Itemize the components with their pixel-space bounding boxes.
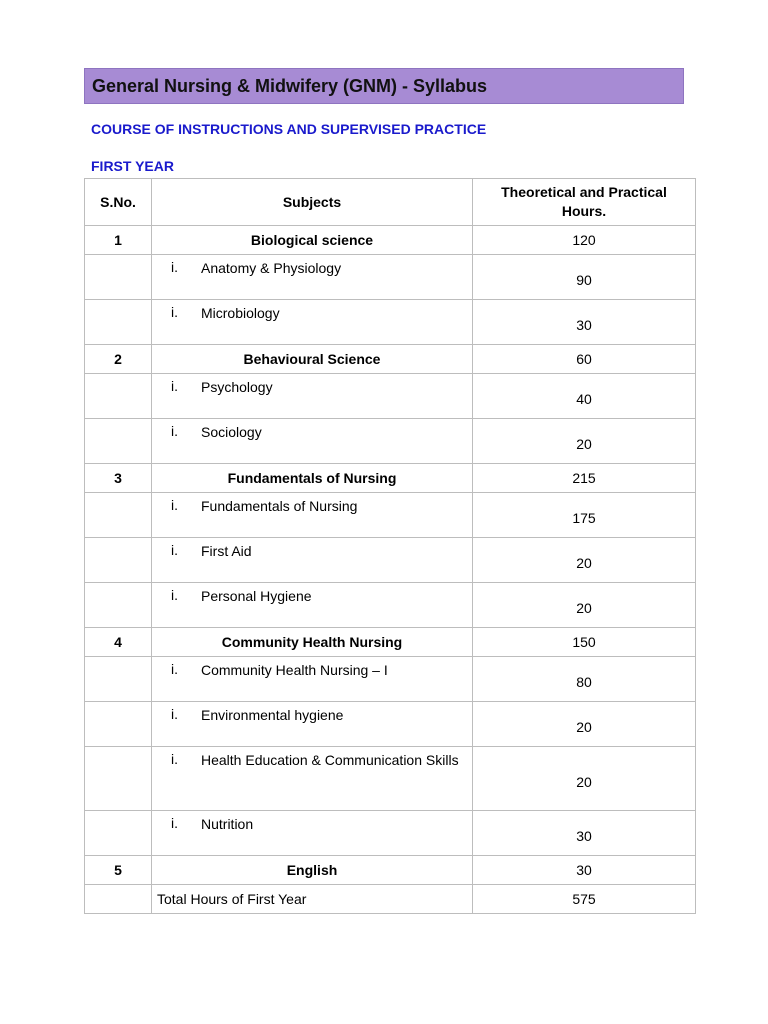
total-hours: 575	[473, 885, 696, 914]
section-name: Biological science	[152, 226, 473, 255]
subject-cell	[152, 702, 473, 747]
subject-sno-cell	[85, 657, 152, 702]
subject-name: Fundamentals of Nursing	[201, 498, 358, 514]
subject-name: Anatomy & Physiology	[201, 260, 342, 276]
section-hours: 60	[473, 345, 696, 374]
subject-sno-cell	[85, 493, 152, 538]
header-hours: Theoretical and Practical Hours.	[473, 179, 696, 226]
subject-marker: i.	[171, 423, 178, 439]
section-hours: 150	[473, 628, 696, 657]
subject-cell	[152, 493, 473, 538]
subject-name: Psychology	[201, 379, 273, 395]
subject-sno-cell	[85, 702, 152, 747]
subject-name: Sociology	[201, 424, 262, 440]
subject-marker: i.	[171, 497, 178, 513]
subject-cell	[152, 583, 473, 628]
subject-marker: i.	[171, 706, 178, 722]
subject-marker: i.	[171, 259, 178, 275]
subject-row	[85, 811, 696, 856]
subject-name: Health Education & Communication Skills	[201, 752, 459, 768]
subject-hours: 175	[473, 493, 696, 538]
subject-row	[85, 255, 696, 300]
subject-row	[85, 583, 696, 628]
subject-row	[85, 538, 696, 583]
subject-marker: i.	[171, 304, 178, 320]
subject-row	[85, 702, 696, 747]
subject-sno-cell	[85, 747, 152, 811]
syllabus-table-body	[85, 179, 696, 914]
subject-cell	[152, 747, 473, 811]
subject-marker: i.	[171, 542, 178, 558]
subject-name: Community Health Nursing – I	[201, 662, 388, 678]
subject-marker: i.	[171, 661, 178, 677]
subject-name: Nutrition	[201, 816, 254, 832]
subject-hours: 20	[473, 583, 696, 628]
section-sno: 1	[85, 226, 152, 255]
subject-sno-cell	[85, 583, 152, 628]
subject-cell	[152, 657, 473, 702]
subject-hours: 30	[473, 300, 696, 345]
section-name: English	[152, 856, 473, 885]
section-row	[85, 464, 696, 493]
subject-sno-cell	[85, 811, 152, 856]
syllabus-table	[84, 178, 696, 914]
course-heading: COURSE OF INSTRUCTIONS AND SUPERVISED PRACTICE	[91, 121, 487, 137]
header-subjects: Subjects	[152, 179, 473, 226]
subject-cell	[152, 255, 473, 300]
section-sno: 5	[85, 856, 152, 885]
subject-name: Microbiology	[201, 305, 280, 321]
table-header-row	[85, 179, 696, 226]
subject-row	[85, 493, 696, 538]
subject-cell	[152, 538, 473, 583]
section-row	[85, 345, 696, 374]
total-sno-cell	[85, 885, 152, 914]
section-sno: 2	[85, 345, 152, 374]
section-row	[85, 856, 696, 885]
subject-sno-cell	[85, 374, 152, 419]
section-hours: 30	[473, 856, 696, 885]
page-title: General Nursing & Midwifery (GNM) - Syllabus	[92, 76, 488, 96]
subject-hours: 30	[473, 811, 696, 856]
section-sno: 4	[85, 628, 152, 657]
section-hours: 120	[473, 226, 696, 255]
subject-cell	[152, 300, 473, 345]
subject-sno-cell	[85, 255, 152, 300]
subject-row	[85, 374, 696, 419]
subject-name: Environmental hygiene	[201, 707, 344, 723]
section-name: Community Health Nursing	[152, 628, 473, 657]
subject-cell	[152, 811, 473, 856]
subject-hours: 20	[473, 702, 696, 747]
subject-hours: 90	[473, 255, 696, 300]
subject-sno-cell	[85, 300, 152, 345]
subject-name: First Aid	[201, 543, 252, 559]
subject-sno-cell	[85, 419, 152, 464]
title-bar	[84, 68, 684, 104]
subject-row	[85, 419, 696, 464]
subject-marker: i.	[171, 815, 178, 831]
subject-hours: 80	[473, 657, 696, 702]
subject-marker: i.	[171, 587, 178, 603]
section-hours: 215	[473, 464, 696, 493]
subject-row	[85, 747, 696, 811]
total-label: Total Hours of First Year	[152, 885, 473, 914]
subject-marker: i.	[171, 378, 178, 394]
subject-sno-cell	[85, 538, 152, 583]
subject-hours: 20	[473, 538, 696, 583]
total-row	[85, 885, 696, 914]
subject-hours: 40	[473, 374, 696, 419]
section-name: Behavioural Science	[152, 345, 473, 374]
section-row	[85, 226, 696, 255]
section-sno: 3	[85, 464, 152, 493]
section-name: Fundamentals of Nursing	[152, 464, 473, 493]
subject-hours: 20	[473, 419, 696, 464]
header-sno: S.No.	[85, 179, 152, 226]
subject-marker: i.	[171, 751, 178, 767]
subject-cell	[152, 374, 473, 419]
subject-row	[85, 657, 696, 702]
subject-hours: 20	[473, 747, 696, 811]
subject-name: Personal Hygiene	[201, 588, 312, 604]
subject-cell	[152, 419, 473, 464]
section-row	[85, 628, 696, 657]
year-heading: FIRST YEAR	[91, 158, 174, 174]
subject-row	[85, 300, 696, 345]
